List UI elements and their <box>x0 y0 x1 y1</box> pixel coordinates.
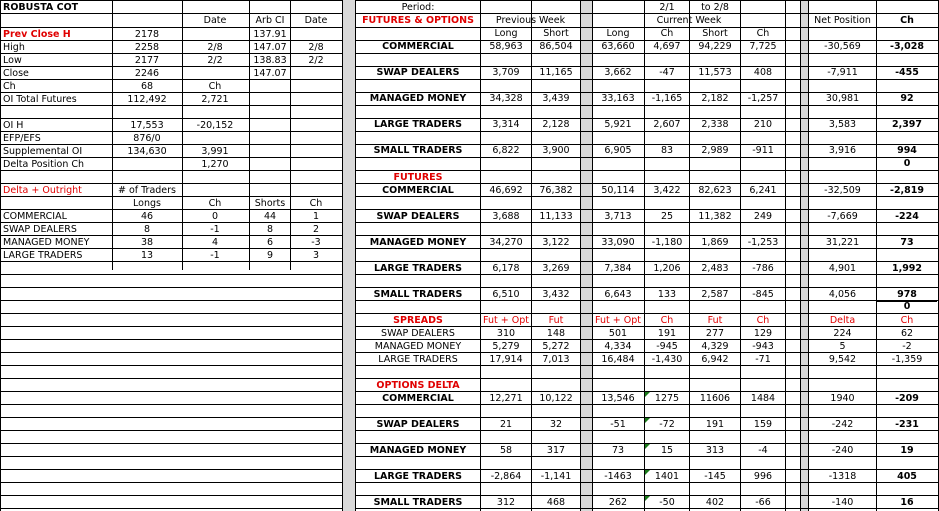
comment-marker-icon <box>645 470 650 475</box>
value-low[interactable]: 2177 <box>134 55 160 66</box>
fut-row-csch[interactable]: -845 <box>752 289 774 300</box>
fo-row-net-ch[interactable]: 92 <box>900 93 914 104</box>
spreads-cell-f[interactable]: 129 <box>753 328 773 339</box>
value-close[interactable]: 2246 <box>134 68 160 79</box>
label-ch[interactable]: Ch <box>3 81 16 92</box>
trader-shorts-ch[interactable]: 1 <box>312 211 320 222</box>
fo-row-pl[interactable]: 58,963 <box>489 41 523 52</box>
spreads-cell-c[interactable]: 16,484 <box>601 354 635 365</box>
section-futures[interactable]: FUTURES <box>393 172 443 183</box>
column-separator <box>343 0 355 511</box>
section-options-delta[interactable]: OPTIONS DELTA <box>376 380 460 391</box>
spreads-cell-g[interactable]: 9,542 <box>828 354 857 365</box>
fut-row-pl[interactable]: 6,178 <box>492 263 520 274</box>
opt-row-cl[interactable]: 73 <box>611 445 625 456</box>
value-prev-arb[interactable]: 137.91 <box>253 29 287 40</box>
fo-row-pl[interactable]: 34,328 <box>489 93 523 104</box>
fut-row-ps[interactable]: 3,432 <box>542 289 570 300</box>
opt-row-net-ch[interactable]: -209 <box>895 393 919 404</box>
fo-row-ps[interactable]: 3,439 <box>542 93 570 104</box>
fut-row-csch[interactable]: 6,241 <box>749 185 777 196</box>
trader-category[interactable]: MANAGED MONEY <box>3 237 90 248</box>
fut-row-net[interactable]: -32,509 <box>824 185 861 196</box>
spreads-cell-c[interactable]: 501 <box>608 328 628 339</box>
fo-row-clch[interactable]: 83 <box>660 145 674 156</box>
opt-row-label[interactable]: COMMERCIAL <box>382 393 454 404</box>
spreads-row-label[interactable]: SWAP DEALERS <box>381 328 455 339</box>
fo-row-clch[interactable]: -47 <box>659 67 675 78</box>
left-row-border <box>0 274 343 275</box>
right-row-border <box>355 79 939 80</box>
spreads-row-label[interactable]: MANAGED MONEY <box>374 341 462 352</box>
value-efp[interactable]: 876/0 <box>133 133 161 144</box>
fut-row-cs[interactable]: 82,623 <box>698 185 732 196</box>
fo-row-cl[interactable]: 33,163 <box>601 93 635 104</box>
label-efp[interactable]: EFP/EFS <box>3 133 41 144</box>
fo-row-label[interactable]: SMALL TRADERS <box>373 145 463 156</box>
left-row-border <box>0 300 343 301</box>
spreads-cell-b[interactable]: 148 <box>546 328 566 339</box>
spreads-header-h1[interactable]: Fut + Opt <box>483 315 529 326</box>
fut-row-csch[interactable]: 249 <box>753 211 773 222</box>
fo-row-label[interactable]: MANAGED MONEY <box>369 93 467 104</box>
fut-row-clch[interactable]: 25 <box>660 211 674 222</box>
fut-row-net[interactable]: 4,056 <box>828 289 857 300</box>
header-date-2[interactable]: Date <box>304 15 328 26</box>
right-row-border <box>355 105 939 106</box>
opt-row-clch[interactable]: 15 <box>660 445 674 456</box>
header-curr-short-ch[interactable]: Ch <box>756 28 770 39</box>
opt-row-cs[interactable]: 191 <box>705 419 725 430</box>
trader-shorts-ch[interactable]: -3 <box>311 237 321 248</box>
fo-row-clch[interactable]: 4,697 <box>653 41 681 52</box>
fut-row-cl[interactable]: 3,713 <box>604 211 632 222</box>
left-row-border <box>0 352 343 353</box>
spreads-cell-b[interactable]: 5,272 <box>542 341 570 352</box>
value-high[interactable]: 2258 <box>134 42 160 53</box>
ch-oi-h[interactable]: -20,152 <box>196 120 234 131</box>
fut-row-pl[interactable]: 6,510 <box>492 289 520 300</box>
fo-row-cs[interactable]: 11,573 <box>698 67 732 78</box>
label-high[interactable]: High <box>3 42 25 53</box>
opt-row-pl[interactable]: 21 <box>499 419 513 430</box>
spreads-cell-e[interactable]: 4,329 <box>701 341 729 352</box>
fut-row-cs[interactable]: 11,382 <box>698 211 732 222</box>
spreads-cell-e[interactable]: 277 <box>705 328 725 339</box>
trader-longs-ch[interactable]: 4 <box>211 237 219 248</box>
fut-row-net-ch[interactable]: -224 <box>895 211 919 222</box>
comment-marker-icon <box>645 444 650 449</box>
ch-supp-oi[interactable]: 3,991 <box>201 146 229 157</box>
fo-row-clch[interactable]: 2,607 <box>653 119 681 130</box>
trader-shorts-ch[interactable]: 3 <box>312 250 320 261</box>
opt-row-net[interactable]: -140 <box>831 497 854 508</box>
right-row-border <box>355 131 939 132</box>
fut-row-net[interactable]: 4,901 <box>828 263 857 274</box>
fut-row-csch[interactable]: -786 <box>752 263 774 274</box>
spreads-header-h8[interactable]: Ch <box>900 315 914 326</box>
fo-row-cl[interactable]: 6,905 <box>604 145 632 156</box>
arb-high[interactable]: 147.07 <box>253 42 287 53</box>
spreads-header-h3[interactable]: Fut + Opt <box>595 315 641 326</box>
spreads-header-h2[interactable]: Fut <box>548 315 564 326</box>
spreads-header-h5[interactable]: Fut <box>707 315 723 326</box>
opt-row-cl[interactable]: -51 <box>610 419 626 430</box>
fut-zero[interactable]: 0 <box>903 301 911 312</box>
fut-row-label[interactable]: MANAGED MONEY <box>369 237 467 248</box>
fut-row-ps[interactable]: 11,133 <box>539 211 573 222</box>
fo-row-cs[interactable]: 2,338 <box>701 119 729 130</box>
comment-marker-icon <box>645 418 650 423</box>
opt-row-ps[interactable]: -1,141 <box>540 471 572 482</box>
opt-row-ps[interactable]: 468 <box>546 497 566 508</box>
label-delta-outright[interactable]: Delta + Outright <box>3 185 82 196</box>
fo-row-csch[interactable]: -911 <box>752 145 774 156</box>
spreads-cell-h[interactable]: -1,359 <box>891 354 923 365</box>
header-longs-ch[interactable]: Ch <box>208 198 222 209</box>
opt-row-cs[interactable]: -145 <box>704 471 726 482</box>
value-oi-h[interactable]: 17,553 <box>130 120 164 131</box>
fut-row-cl[interactable]: 7,384 <box>604 263 632 274</box>
fut-row-ps[interactable]: 76,382 <box>539 185 573 196</box>
fut-row-clch[interactable]: -1,180 <box>651 237 683 248</box>
header-curr-long-ch[interactable]: Ch <box>660 28 674 39</box>
left-row-border <box>0 430 343 431</box>
opt-row-label[interactable]: SWAP DEALERS <box>376 419 460 430</box>
date-high[interactable]: 2/8 <box>207 42 223 53</box>
spreads-header-h6[interactable]: Ch <box>756 315 770 326</box>
spreads-cell-d[interactable]: -945 <box>656 341 678 352</box>
value-supp-oi[interactable]: 134,630 <box>127 146 167 157</box>
section-futures-options[interactable]: FUTURES & OPTIONS <box>362 15 474 26</box>
header-previous-week[interactable]: Previous Week <box>495 15 566 26</box>
period-from[interactable]: 2/1 <box>659 2 675 13</box>
date-low[interactable]: 2/2 <box>207 55 223 66</box>
spreads-cell-b[interactable]: 7,013 <box>542 354 570 365</box>
opt-row-pl[interactable]: -2,864 <box>490 471 522 482</box>
fut-row-cs[interactable]: 2,483 <box>701 263 729 274</box>
fut-row-label[interactable]: COMMERCIAL <box>382 185 454 196</box>
fo-row-csch[interactable]: 7,725 <box>749 41 777 52</box>
opt-row-clch[interactable]: -72 <box>659 419 675 430</box>
trader-category[interactable]: COMMERCIAL <box>3 211 67 222</box>
trader-category[interactable]: LARGE TRADERS <box>3 250 83 261</box>
fo-row-clch[interactable]: -1,165 <box>651 93 683 104</box>
fo-row-net-ch[interactable]: -3,028 <box>890 41 924 52</box>
header-current-week[interactable]: Current Week <box>656 15 722 26</box>
fo-row-ps[interactable]: 86,504 <box>539 41 573 52</box>
fo-row-net[interactable]: 30,981 <box>825 93 860 104</box>
ch-oi-total[interactable]: 2,721 <box>201 94 229 105</box>
opt-row-ps[interactable]: 10,122 <box>539 393 573 404</box>
header-traders[interactable]: # of Traders <box>117 185 177 196</box>
fo-row-csch[interactable]: 408 <box>753 67 773 78</box>
fo-row-net[interactable]: -30,569 <box>824 41 861 52</box>
arb-low[interactable]: 138.83 <box>253 55 287 66</box>
label-close[interactable]: Close <box>3 68 29 79</box>
left-row-border <box>0 365 343 366</box>
header-curr-long[interactable]: Long <box>606 28 630 39</box>
label-supp-oi[interactable]: Supplemental OI <box>3 146 83 157</box>
label-prev-close[interactable]: Prev Close H <box>3 29 71 40</box>
spreads-cell-g[interactable]: 224 <box>833 328 852 339</box>
header-arb-ci[interactable]: Arb CI <box>255 15 285 26</box>
opt-row-net[interactable]: -1318 <box>828 471 857 482</box>
opt-row-clch[interactable]: 1275 <box>654 393 680 404</box>
header-longs[interactable]: Longs <box>133 198 161 209</box>
opt-row-csch[interactable]: -4 <box>758 445 768 456</box>
left-row-border <box>0 443 343 444</box>
header-net-ch[interactable]: Ch <box>900 15 914 26</box>
opt-row-net[interactable]: -242 <box>831 419 854 430</box>
sheet-title[interactable]: ROBUSTA COT <box>3 2 79 13</box>
fut-row-clch[interactable]: 1,206 <box>653 263 681 274</box>
fut-row-ps[interactable]: 3,122 <box>542 237 570 248</box>
header-date[interactable]: Date <box>203 15 227 26</box>
fut-row-net[interactable]: -7,669 <box>827 211 858 222</box>
fo-row-pl[interactable]: 6,822 <box>492 145 520 156</box>
spreads-cell-a[interactable]: 5,279 <box>492 341 520 352</box>
spreads-cell-h[interactable]: -2 <box>902 341 912 352</box>
fut-row-cs[interactable]: 2,587 <box>701 289 729 300</box>
trader-shorts[interactable]: 6 <box>266 237 274 248</box>
trader-longs[interactable]: 38 <box>140 237 154 248</box>
spreads-cell-e[interactable]: 6,942 <box>701 354 729 365</box>
comment-marker-icon <box>645 392 650 397</box>
trader-shorts-ch[interactable]: 2 <box>312 224 320 235</box>
opt-row-label[interactable]: LARGE TRADERS <box>374 471 462 482</box>
label-oi-h[interactable]: OI H <box>3 120 24 131</box>
spreads-cell-f[interactable]: -71 <box>755 354 771 365</box>
spreads-cell-h[interactable]: 62 <box>900 328 914 339</box>
fo-row-cs[interactable]: 94,229 <box>698 41 732 52</box>
opt-row-label[interactable]: SMALL TRADERS <box>373 497 463 508</box>
left-row-border <box>0 469 343 470</box>
fo-row-cl[interactable]: 63,660 <box>601 41 635 52</box>
fo-row-label[interactable]: LARGE TRADERS <box>374 119 462 130</box>
left-row-border <box>0 456 343 457</box>
fut-row-cl[interactable]: 33,090 <box>601 237 635 248</box>
opt-row-csch[interactable]: 996 <box>753 471 773 482</box>
left-row-border <box>0 495 343 496</box>
trader-longs-ch[interactable]: -1 <box>210 224 220 235</box>
fo-row-cl[interactable]: 5,921 <box>604 119 632 130</box>
left-row-border <box>0 404 343 405</box>
opt-row-cs[interactable]: 313 <box>705 445 725 456</box>
fo-row-cs[interactable]: 2,989 <box>701 145 729 156</box>
opt-row-csch[interactable]: 1484 <box>750 393 776 404</box>
header-shorts-ch[interactable]: Ch <box>309 198 323 209</box>
fo-row-pl[interactable]: 3,709 <box>492 67 520 78</box>
trader-longs-ch[interactable]: -1 <box>210 250 220 261</box>
opt-row-net[interactable]: 1940 <box>830 393 855 404</box>
fut-row-clch[interactable]: 3,422 <box>653 185 681 196</box>
opt-row-clch[interactable]: -50 <box>659 497 675 508</box>
right-column-border <box>580 0 581 511</box>
period-label[interactable]: Period: <box>401 2 435 13</box>
header-prev-long[interactable]: Long <box>494 28 518 39</box>
spreads-header-h4[interactable]: Ch <box>660 315 674 326</box>
spreads-cell-f[interactable]: -943 <box>752 341 774 352</box>
fo-row-ps[interactable]: 11,165 <box>539 67 573 78</box>
opt-row-cs[interactable]: 11606 <box>699 393 731 404</box>
left-row-border <box>0 378 343 379</box>
left-row-border <box>0 339 343 340</box>
left-row-border <box>0 391 343 392</box>
spreads-header-h7[interactable]: Delta <box>829 315 856 326</box>
spreads-cell-d[interactable]: -1,430 <box>651 354 683 365</box>
trader-longs[interactable]: 46 <box>140 211 154 222</box>
trader-category[interactable]: SWAP DEALERS <box>3 224 77 235</box>
left-row-border <box>0 482 343 483</box>
header-net-position[interactable]: Net Position <box>814 15 871 26</box>
fo-row-csch[interactable]: -1,257 <box>747 93 779 104</box>
fut-row-net[interactable]: 31,221 <box>825 237 860 248</box>
left-row-border <box>0 287 343 288</box>
fut-row-clch[interactable]: 133 <box>657 289 677 300</box>
fo-row-cs[interactable]: 2,182 <box>701 93 729 104</box>
fo-row-ps[interactable]: 2,128 <box>542 119 570 130</box>
value-oi-total[interactable]: 112,492 <box>127 94 167 105</box>
header-ch[interactable]: Ch <box>208 81 222 92</box>
date2-low[interactable]: 2/2 <box>308 55 324 66</box>
opt-row-net-ch[interactable]: 405 <box>897 471 917 482</box>
right-column-border <box>800 0 801 511</box>
opt-row-label[interactable]: MANAGED MONEY <box>369 445 467 456</box>
spreads-cell-c[interactable]: 4,334 <box>604 341 632 352</box>
fut-row-pl[interactable]: 46,692 <box>489 185 523 196</box>
value-prev-close[interactable]: 2178 <box>134 29 160 40</box>
fut-row-net-ch[interactable]: -2,819 <box>890 185 924 196</box>
opt-row-cl[interactable]: -1463 <box>604 471 632 482</box>
fut-row-ps[interactable]: 3,269 <box>542 263 570 274</box>
fo-row-csch[interactable]: 210 <box>753 119 773 130</box>
trader-shorts[interactable]: 8 <box>266 224 274 235</box>
trader-shorts[interactable]: 44 <box>263 211 277 222</box>
header-curr-short[interactable]: Short <box>702 28 728 39</box>
opt-row-csch[interactable]: 159 <box>753 419 773 430</box>
fo-row-ps[interactable]: 3,900 <box>542 145 570 156</box>
opt-row-net-ch[interactable]: -231 <box>895 419 919 430</box>
fo-row-pl[interactable]: 3,314 <box>492 119 520 130</box>
label-low[interactable]: Low <box>3 55 22 66</box>
period-to[interactable]: to 2/8 <box>701 2 729 13</box>
comment-marker-icon <box>645 496 650 501</box>
opt-row-pl[interactable]: 312 <box>496 497 516 508</box>
right-column-border <box>785 0 786 511</box>
fo-row-net-ch[interactable]: -455 <box>895 67 919 78</box>
opt-row-cs[interactable]: 402 <box>705 497 725 508</box>
left-row-border <box>0 417 343 418</box>
trader-longs-ch[interactable]: 0 <box>211 211 219 222</box>
fut-row-label[interactable]: SMALL TRADERS <box>373 289 463 300</box>
opt-row-clch[interactable]: 1401 <box>654 471 680 482</box>
fo-row-net-ch[interactable]: 2,397 <box>891 119 923 130</box>
fo-zero[interactable]: 0 <box>903 158 911 169</box>
spreads-cell-d[interactable]: 191 <box>657 328 677 339</box>
opt-row-cl[interactable]: 262 <box>608 497 628 508</box>
fut-row-csch[interactable]: -1,253 <box>747 237 779 248</box>
trader-shorts[interactable]: 9 <box>266 250 274 261</box>
fut-row-net-ch[interactable]: 1,992 <box>891 263 923 274</box>
right-row-border <box>355 157 939 158</box>
fut-row-cs[interactable]: 1,869 <box>701 237 729 248</box>
opt-row-ps[interactable]: 32 <box>549 419 563 430</box>
opt-row-pl[interactable]: 58 <box>499 445 513 456</box>
header-shorts[interactable]: Shorts <box>254 198 286 209</box>
opt-row-net-ch[interactable]: 16 <box>900 497 914 508</box>
fut-row-cl[interactable]: 50,114 <box>601 185 635 196</box>
fo-row-net-ch[interactable]: 994 <box>877 144 937 158</box>
label-delta-pos[interactable]: Delta Position Ch <box>3 159 85 170</box>
fut-row-pl[interactable]: 3,688 <box>492 211 520 222</box>
fut-row-pl[interactable]: 34,270 <box>489 237 523 248</box>
label-oi-total[interactable]: OI Total Futures <box>3 94 77 105</box>
left-row-border <box>0 313 343 314</box>
fo-row-label[interactable]: SWAP DEALERS <box>376 67 460 78</box>
fut-row-cl[interactable]: 6,643 <box>604 289 632 300</box>
opt-row-net-ch[interactable]: 19 <box>900 445 914 456</box>
header-prev-short[interactable]: Short <box>543 28 569 39</box>
left-row-border <box>0 508 343 509</box>
opt-row-csch[interactable]: -66 <box>755 497 771 508</box>
right-row-border <box>355 53 939 54</box>
fut-row-net-ch[interactable]: 73 <box>900 237 914 248</box>
fo-row-cl[interactable]: 3,662 <box>604 67 632 78</box>
spreads-row-label[interactable]: LARGE TRADERS <box>378 354 458 365</box>
trader-longs[interactable]: 8 <box>143 224 151 235</box>
arb-close[interactable]: 147.07 <box>253 68 287 79</box>
fo-row-net[interactable]: 3,583 <box>828 119 857 130</box>
spreads-cell-a[interactable]: 17,914 <box>489 354 523 365</box>
left-row-border <box>0 326 343 327</box>
date2-high[interactable]: 2/8 <box>308 42 324 53</box>
fut-row-label[interactable]: LARGE TRADERS <box>374 263 462 274</box>
opt-row-cl[interactable]: 13,546 <box>601 393 635 404</box>
column-separator <box>800 0 808 511</box>
opt-row-net[interactable]: -240 <box>831 445 854 456</box>
fo-row-label[interactable]: COMMERCIAL <box>382 41 454 52</box>
right-column-border <box>808 0 809 511</box>
spreads-cell-g[interactable]: 5 <box>839 341 846 352</box>
fut-row-label[interactable]: SWAP DEALERS <box>376 211 460 222</box>
ch-delta-pos[interactable]: 1,270 <box>201 159 229 170</box>
spreads-cell-a[interactable]: 310 <box>496 328 516 339</box>
section-spreads[interactable]: SPREADS <box>393 315 443 326</box>
fut-row-net-ch[interactable]: 978 <box>877 288 937 302</box>
value-ch[interactable]: 68 <box>140 81 154 92</box>
opt-row-pl[interactable]: 12,271 <box>489 393 523 404</box>
trader-longs[interactable]: 13 <box>140 250 154 261</box>
opt-row-ps[interactable]: 317 <box>546 445 566 456</box>
fo-row-net[interactable]: 3,916 <box>828 145 857 156</box>
column-separator <box>580 0 592 511</box>
fo-row-net[interactable]: -7,911 <box>827 67 858 78</box>
